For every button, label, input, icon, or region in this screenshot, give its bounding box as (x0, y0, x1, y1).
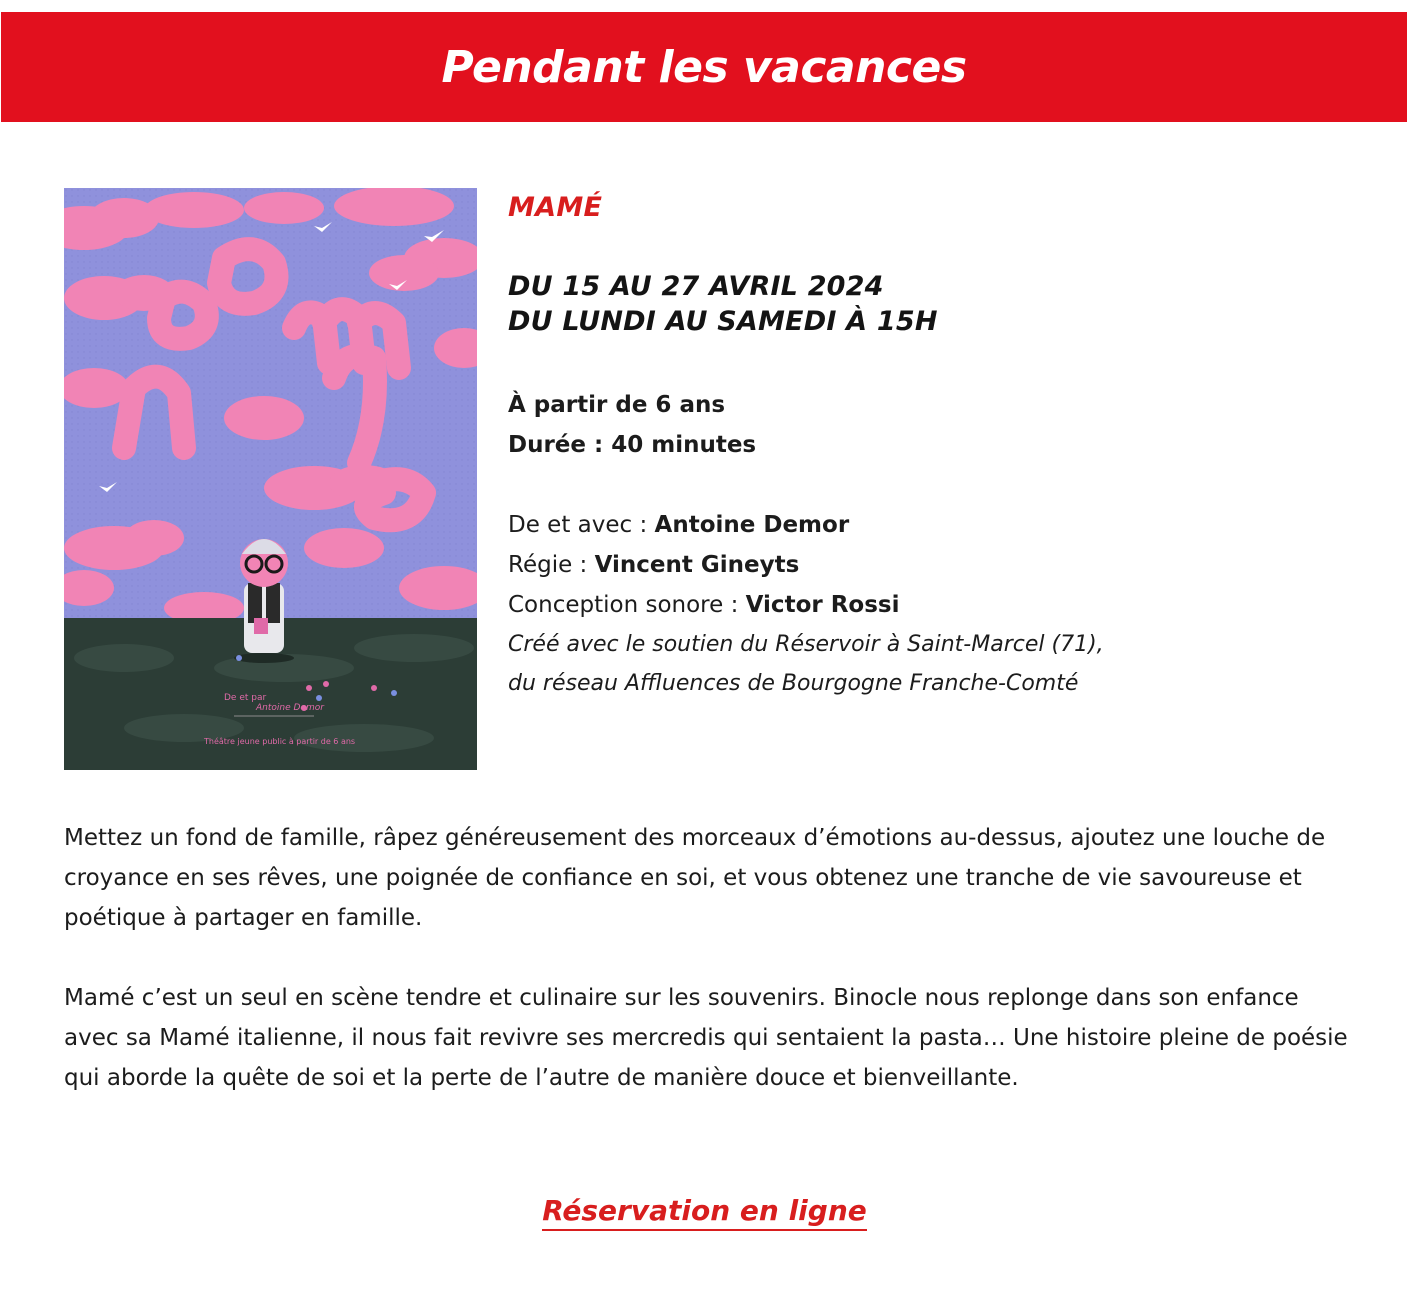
description-paragraph: Mettez un fond de famille, râpez généreusement des morceaux d’émotions au-dessus, ajoutez une louche de croyance en ses rêves, une poignée de confiance en soi, et vous obtenez une tranche de vie savoureuse et poétique à partager en famille. (64, 825, 1326, 931)
show-title: MAMÉ (508, 192, 603, 223)
support-note: Créé avec le soutien du Réservoir à Saint-Marcel (71), (508, 632, 1104, 657)
credit-label: Régie : (508, 552, 595, 578)
poster-audience: Théâtre jeune public à partir de 6 ans (204, 737, 356, 746)
age-info: À partir de 6 ans (508, 392, 726, 418)
credit-row (508, 505, 1368, 545)
credit-row (508, 585, 1368, 625)
credit-label: De et avec : (508, 512, 655, 538)
duration-info: Durée : 40 minutes (508, 432, 757, 458)
show-schedule: DU LUNDI AU SAMEDI À 15H (508, 306, 938, 337)
show-meta (508, 385, 1368, 465)
date-range: DU 15 AU 27 AVRIL 2024 (508, 271, 884, 302)
online-booking-link[interactable]: Réservation en ligne (542, 1194, 867, 1231)
show-credits (508, 505, 1368, 703)
show-dates (508, 269, 1368, 339)
credit-label: Conception sonore : (508, 592, 746, 618)
section-title: Pendant les vacances (441, 41, 967, 93)
show-poster (64, 188, 477, 770)
credit-name: Antoine Demor (654, 512, 850, 538)
poster-credit-label: De et par (224, 693, 267, 703)
poster-credit-name: Antoine Demor (256, 703, 324, 713)
credit-row (508, 545, 1368, 585)
credit-name: Vincent Gineyts (594, 552, 800, 578)
show-description (64, 818, 1354, 1098)
description-paragraph: Mamé c’est un seul en scène tendre et culinaire sur les souvenirs. Binocle nous replonge dans son enfance avec sa Mamé italienne, il nous fait revivre ses mercredis qui sentaient la pasta… Une histoire pleine de poésie qui aborde la quête de soi et la perte de l’autre de manière douce et bienveillante. (64, 985, 1348, 1091)
cta-container (0, 1194, 1409, 1231)
credit-name: Victor Rossi (745, 592, 900, 618)
section-banner (1, 12, 1407, 122)
show-info (508, 192, 1368, 703)
support-note: du réseau Affluences de Bourgogne Franche-Comté (508, 671, 1079, 696)
